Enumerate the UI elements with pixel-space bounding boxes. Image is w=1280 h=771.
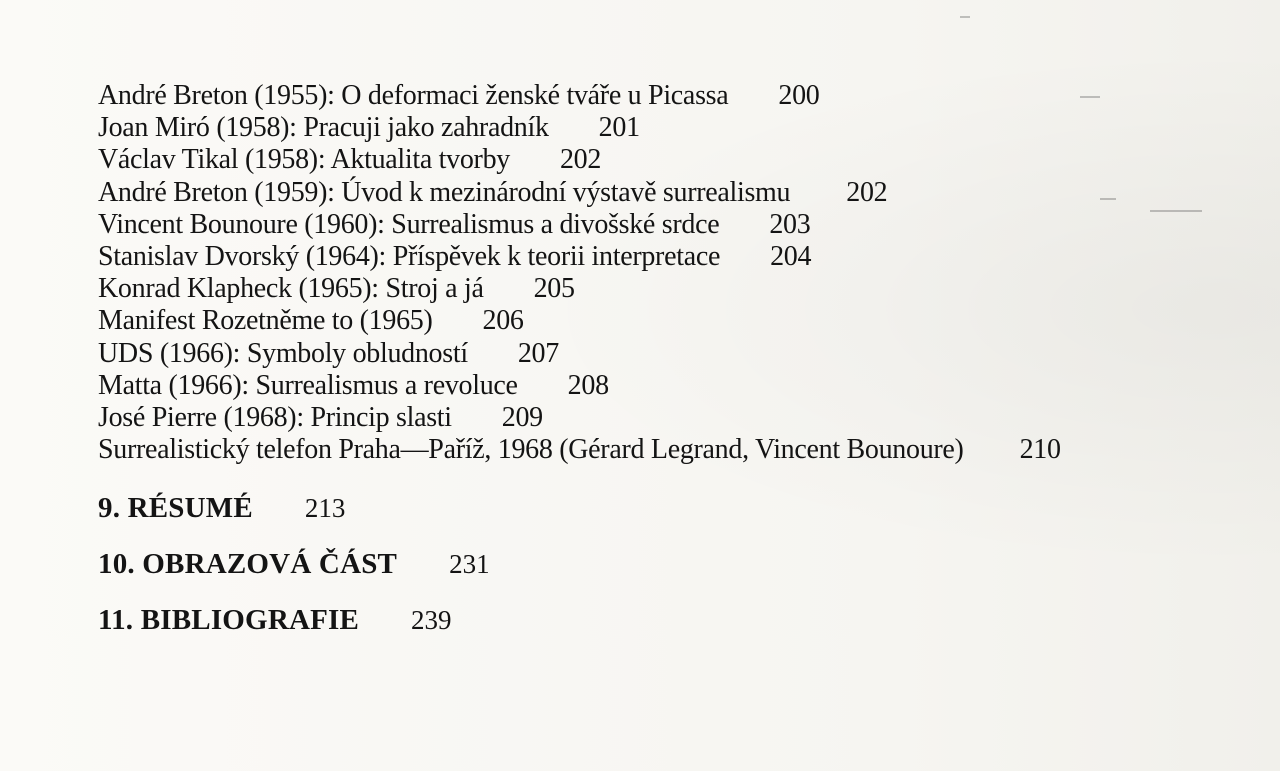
toc-entry-title: Manifest Rozetněme to (1965)	[98, 305, 433, 337]
toc-entry-page: 207	[517, 337, 559, 369]
toc-entry-title: UDS (1966): Symboly obludností	[98, 337, 468, 369]
toc-entry-page: 200	[778, 80, 820, 111]
toc-section-title: 11. BIBLIOGRAFIE	[98, 604, 360, 636]
toc-section	[98, 544, 998, 600]
toc-entry	[98, 177, 1218, 209]
toc-entry	[98, 273, 1218, 305]
toc-section-list	[98, 488, 998, 656]
toc-entry-title: Surrealistický telefon Praha—Paříž, 1968 (Gérard Legrand, Vincent Bounoure)	[98, 434, 964, 466]
toc-entry-page: 203	[769, 208, 811, 240]
toc-entry	[98, 112, 1218, 144]
toc-entry-page: 204	[770, 240, 812, 272]
scan-speck	[1150, 210, 1202, 212]
toc-entry-page: 210	[1019, 434, 1061, 466]
toc-entry-title: André Breton (1959): Úvod k mezinárodní výstavě surrealismu	[98, 176, 791, 208]
scan-speck	[1080, 96, 1100, 98]
toc-entry-page: 209	[501, 401, 543, 433]
scan-speck	[1100, 198, 1116, 200]
toc-section	[98, 488, 998, 544]
toc-entry	[98, 241, 1218, 273]
toc-entry-title: Václav Tikal (1958): Aktualita tvorby	[98, 144, 510, 176]
toc-entry	[98, 370, 1218, 402]
toc-section-page: 239	[411, 605, 452, 635]
toc-entry	[98, 80, 1218, 112]
scan-speck	[960, 16, 970, 18]
toc-entry-page: 208	[567, 369, 609, 401]
toc-entry	[98, 338, 1218, 370]
toc-section-page: 231	[449, 549, 490, 579]
toc-entry	[98, 402, 1218, 434]
toc-entry-title: Matta (1966): Surrealismus a revoluce	[98, 369, 518, 401]
toc-section	[98, 600, 998, 656]
toc-entry	[98, 144, 1218, 176]
toc-entry-page: 205	[533, 273, 575, 305]
toc-entry-page: 202	[846, 176, 888, 208]
toc-entry	[98, 434, 1218, 466]
toc-entry-page: 201	[598, 112, 640, 144]
toc-entry-title: Joan Miró (1958): Pracuji jako zahradník	[98, 112, 549, 144]
toc-entry-title: Stanislav Dvorský (1964): Příspěvek k teorii interpretace	[98, 240, 721, 272]
toc-entry-page: 206	[482, 305, 524, 337]
toc-entry	[98, 209, 1218, 241]
toc-entry-title: Konrad Klapheck (1965): Stroj a já	[98, 273, 484, 305]
toc-entry	[98, 305, 1218, 337]
toc-entry-title: José Pierre (1968): Princip slasti	[98, 401, 452, 433]
toc-section-title: 10. OBRAZOVÁ ČÁST	[98, 548, 398, 580]
toc-entry-page: 202	[559, 144, 602, 176]
toc-entry-title: André Breton (1955): O deformaci ženské tváře u Picassa	[98, 80, 729, 111]
toc-section-title: 9. RÉSUMÉ	[98, 492, 253, 524]
toc-entry-title: Vincent Bounoure (1960): Surrealismus a divošské srdce	[98, 208, 720, 240]
toc-section-page: 213	[304, 493, 346, 523]
toc-entry-list	[98, 80, 1218, 466]
